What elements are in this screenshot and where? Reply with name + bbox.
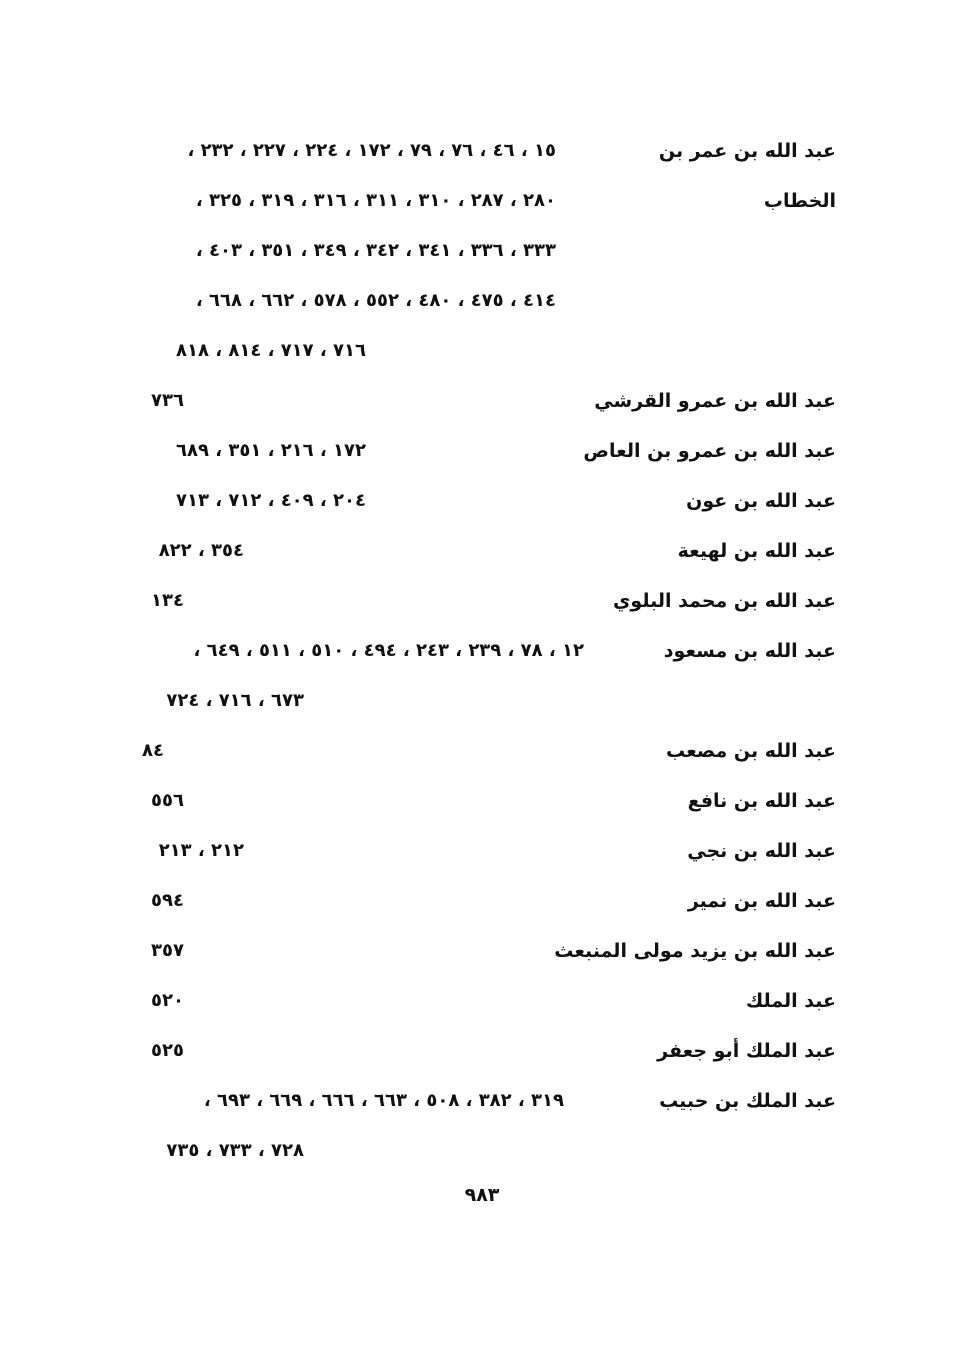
index-entry <box>130 586 836 626</box>
index-entry <box>130 986 836 1026</box>
entry-name: عبد الله بن مصعب <box>665 740 836 762</box>
index-entry <box>130 336 836 376</box>
entry-page-numbers: ٣٥٤ ، ٨٢٢ <box>158 540 244 561</box>
entry-page-numbers: ١٥ ، ٤٦ ، ٧٦ ، ٧٩ ، ١٧٢ ، ٢٢٤ ، ٢٢٧ ، ٢٣٢ ، <box>187 140 556 161</box>
entry-name: عبد الملك بن حبيب <box>659 1090 836 1112</box>
index-entry <box>130 286 836 326</box>
entry-page-numbers: ٢٠٤ ، ٤٠٩ ، ٧١٢ ، ٧١٣ <box>176 490 366 511</box>
index-entry <box>130 536 836 576</box>
entry-name: عبد الله بن محمد البلوي <box>613 590 836 612</box>
entry-name: عبد الله بن نجي <box>687 840 836 862</box>
index-entry <box>130 236 836 276</box>
entry-page-numbers: ١٧٢ ، ٢١٦ ، ٣٥١ ، ٦٨٩ <box>176 440 366 461</box>
entry-page-numbers: ٧١٦ ، ٧١٧ ، ٨١٤ ، ٨١٨ <box>176 340 366 361</box>
page-number: ٩٨٣ <box>464 1184 500 1206</box>
entry-page-numbers: ٥٩٤ <box>151 890 184 911</box>
index-entry <box>130 836 836 876</box>
entry-page-numbers: ٨٤ <box>142 740 164 761</box>
index-entry <box>130 786 836 826</box>
index-entry <box>130 1136 836 1176</box>
entry-page-numbers: ١٢ ، ٧٨ ، ٢٣٩ ، ٢٤٣ ، ٤٩٤ ، ٥١٠ ، ٥١١ ، ٦٤٩ ، <box>193 640 584 661</box>
index-entry <box>130 686 836 726</box>
index-entry <box>130 436 836 476</box>
entry-page-numbers: ٢٨٠ ، ٢٨٧ ، ٣١٠ ، ٣١١ ، ٣١٦ ، ٣١٩ ، ٣٢٥ ، <box>195 190 556 211</box>
entry-page-numbers: ٥٢٥ <box>151 1040 184 1061</box>
entry-name: الخطاب <box>763 190 836 212</box>
entry-page-numbers: ٥٥٦ <box>151 790 184 811</box>
entry-name: عبد الله بن عون <box>686 490 836 512</box>
entry-page-numbers: ١٣٤ <box>151 590 184 611</box>
index-entry <box>130 186 836 226</box>
entry-name: عبد الملك أبو جعفر <box>657 1040 836 1062</box>
entry-page-numbers: ٣١٩ ، ٣٨٢ ، ٥٠٨ ، ٦٦٣ ، ٦٦٦ ، ٦٦٩ ، ٦٩٣ ، <box>203 1090 564 1111</box>
entry-page-numbers: ٦٧٣ ، ٧١٦ ، ٧٢٤ <box>166 690 304 711</box>
index-entry <box>130 736 836 776</box>
entry-page-numbers: ٣٣٣ ، ٣٣٦ ، ٣٤١ ، ٣٤٢ ، ٣٤٩ ، ٣٥١ ، ٤٠٣ ، <box>195 240 556 261</box>
entry-page-numbers: ٤١٤ ، ٤٧٥ ، ٤٨٠ ، ٥٥٢ ، ٥٧٨ ، ٦٦٢ ، ٦٦٨ ، <box>195 290 556 311</box>
entry-page-numbers: ٢١٢ ، ٢١٣ <box>158 840 244 861</box>
index-entry <box>130 636 836 676</box>
index-entry <box>130 936 836 976</box>
index-entry <box>130 136 836 176</box>
entry-page-numbers: ٥٢٠ <box>151 990 184 1011</box>
entry-name: عبد الله بن نافع <box>687 790 836 812</box>
entry-page-numbers: ٧٢٨ ، ٧٣٣ ، ٧٣٥ <box>166 1140 304 1161</box>
entry-name: عبد الله بن يزيد مولى المنبعث <box>554 940 836 962</box>
entry-name: عبد الله بن مسعود <box>663 640 836 662</box>
index-entry <box>130 1086 836 1126</box>
entry-name: عبد الله بن عمرو بن العاص <box>583 440 836 462</box>
index-entry <box>130 386 836 426</box>
entry-page-numbers: ٣٥٧ <box>151 940 184 961</box>
index-entry <box>130 486 836 526</box>
entry-name: عبد الله بن لهيعة <box>677 540 836 562</box>
entry-name: عبد الله بن عمر بن <box>658 140 836 162</box>
entry-name: عبد الله بن نمير <box>687 890 836 912</box>
entry-name: عبد الله بن عمرو القرشي <box>594 390 836 412</box>
index-entry <box>130 1036 836 1076</box>
entry-page-numbers: ٧٣٦ <box>151 390 184 411</box>
entry-name: عبد الملك <box>745 990 836 1012</box>
index-entry <box>130 886 836 926</box>
